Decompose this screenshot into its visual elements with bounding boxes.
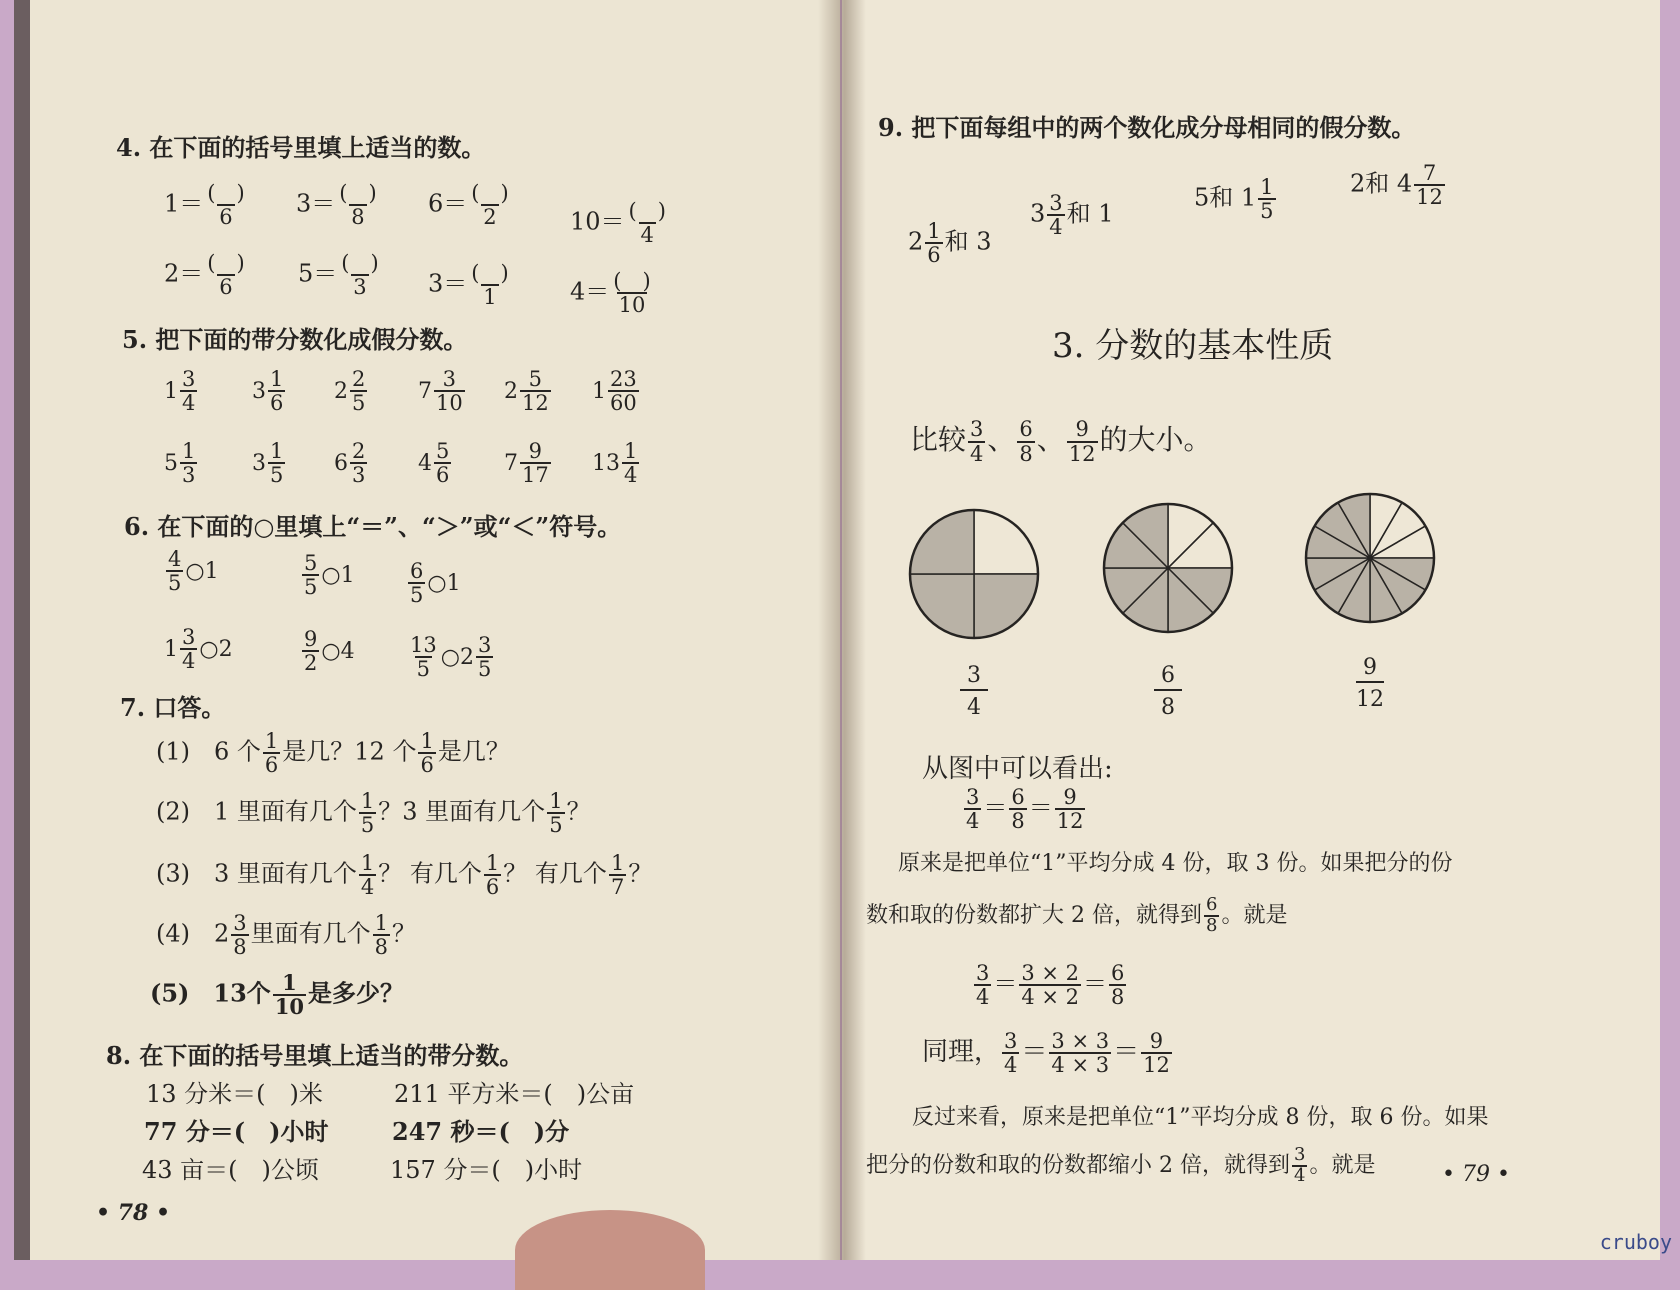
q8-row-2-b: 247 秒＝( )分 [392, 1117, 570, 1146]
q5-mixed-number: 5 $\frac{1}{3}$ [164, 439, 196, 488]
q4-item: 5＝ $\frac{( )}{3}$ [298, 251, 379, 300]
q6-comparison: $\frac{13}{5}$ ○ 2 $\frac{3}{5}$ [410, 633, 492, 682]
circle-label-numerator: 9 [1363, 655, 1377, 680]
q6-comparison: $\frac{4}{5}$ ○ 1 [168, 547, 219, 596]
tongli-line: 同理， $\frac{3}{4}$ ＝ $\frac{3 \times 3}{4 \times 3}$ ＝ $\frac{9}{12}$ [922, 1029, 1170, 1078]
question-number: 4. [116, 133, 142, 162]
page-edge [14, 0, 30, 1260]
q6-comparison: $\frac{5}{5}$ ○ 1 [304, 551, 355, 600]
left-page [14, 0, 840, 1260]
empty-sector [1168, 523, 1232, 568]
question-text: 在下面的括号里填上适当的数。 [149, 133, 486, 162]
q6-comparison: $\frac{9}{2}$ ○ 4 [304, 627, 355, 676]
q5-mixed-number: 2 $\frac{5}{12}$ [504, 367, 549, 416]
question-9-title: 9. 把下面每组中的两个数化成分母相同的假分数。 [878, 113, 1416, 142]
fraction-circles-diagram [842, 490, 1660, 720]
paragraph-2-line-1: 反过来看，原来是把单位“1”平均分成 8 份，取 6 份。如果 [912, 1105, 1489, 1130]
fraction-circle [910, 510, 1038, 720]
q9-group-3: 5和 1 $\frac{1}{5}$ [1194, 175, 1274, 224]
q4-item: 3＝ $\frac{( )}{8}$ [296, 181, 377, 230]
right-page [842, 0, 1660, 1260]
q4-item: 2＝ $\frac{( )}{6}$ [164, 251, 245, 300]
question-8-title: 8. 在下面的括号里填上适当的带分数。 [106, 1041, 524, 1070]
question-7-part-5: (5) 13个 $\frac{1}{10}$ 是多少？ [150, 970, 405, 1020]
circle-label-denominator: 4 [967, 695, 981, 720]
fraction-circle [1104, 504, 1232, 720]
q8-row-2-a: 77 分＝( )小时 [144, 1117, 329, 1146]
q5-mixed-number: 2 $\frac{2}{5}$ [334, 367, 366, 416]
question-7-part-1: (1) 6 个 $\frac{1}{6}$ 是几？12 个 $\frac{1}{6}$ 是几？ [156, 729, 510, 778]
q8-row-1-b: 211 平方米＝( )公亩 [394, 1080, 635, 1108]
equation-2: $\frac{3}{4}$ ＝ $\frac{3 \times 2}{4 \times 2}$ ＝ $\frac{6}{8}$ [976, 961, 1125, 1010]
page-number-right: • 79 • [1442, 1162, 1510, 1187]
q5-mixed-number: 6 $\frac{2}{3}$ [334, 439, 366, 488]
question-5-title: 5. 把下面的带分数化成假分数。 [122, 325, 468, 354]
q6-comparison: 1 $\frac{3}{4}$ ○ 2 [164, 625, 233, 674]
question-7-part-2: (2) 1 里面有几个 $\frac{1}{5}$ ？3 里面有几个 $\frac{1}{5}$ ？ [156, 789, 591, 838]
q4-item: 3＝ $\frac{( )}{1}$ [428, 261, 509, 310]
paragraph-1-line-2: 数和取的份数都扩大 2 倍，就得到 $\frac{6}{8}$ 。就是 [866, 894, 1288, 936]
q5-mixed-number: 13 $\frac{1}{4}$ [592, 439, 638, 488]
question-4-title [116, 128, 485, 163]
book-gutter [818, 0, 866, 1260]
q5-mixed-number: 1 $\frac{3}{4}$ [164, 367, 196, 416]
page-number-left: • 78 • [96, 1200, 171, 1226]
q5-mixed-number: 4 $\frac{5}{6}$ [418, 439, 450, 488]
section-title: 3. 分数的基本性质 [1052, 326, 1334, 366]
q8-row-3-a: 43 亩＝( )公顷 [142, 1156, 319, 1184]
q8-row-1-a: 13 分米＝( )米 [146, 1080, 323, 1108]
paragraph-1-line-1: 原来是把单位“1”平均分成 4 份，取 3 份。如果把分的份 [898, 851, 1453, 876]
q5-mixed-number: 3 $\frac{1}{6}$ [252, 367, 284, 416]
q5-mixed-number: 1 $\frac{23}{60}$ [592, 367, 637, 416]
q9-group-1: 2 $\frac{1}{6}$ 和 3 [908, 219, 992, 268]
q8-row-3-b: 157 分＝( )小时 [390, 1156, 583, 1184]
q5-mixed-number: 3 $\frac{1}{5}$ [252, 439, 284, 488]
q9-group-2: 3 $\frac{3}{4}$ 和 1 [1030, 191, 1114, 240]
thumb [515, 1210, 705, 1290]
q4-item: 10＝ $\frac{( )}{4}$ [570, 199, 666, 248]
fraction-circle [1306, 494, 1434, 712]
q5-mixed-number: 7 $\frac{9}{17}$ [504, 439, 549, 488]
observe-text: 从图中可以看出: [922, 754, 1113, 784]
circle-label-numerator: 6 [1161, 663, 1175, 688]
question-7-part-4: (4) 2 $\frac{3}{8}$ 里面有几个 $\frac{1}{8}$ ？ [156, 911, 417, 960]
question-7-part-3: (3) 3 里面有几个 $\frac{1}{4}$ ？ 有几个 $\frac{1}{6}$ ？ 有几个 $\frac{1}{7}$ ？ [156, 851, 653, 900]
circle-label-denominator: 8 [1161, 695, 1175, 720]
q4-item: 4＝ $\frac{( )}{10}$ [570, 269, 651, 318]
q5-mixed-number: 7 $\frac{3}{10}$ [418, 367, 463, 416]
watermark: cruboy [1599, 1230, 1672, 1254]
q6-comparison: $\frac{6}{5}$ ○ 1 [410, 559, 461, 608]
question-6-title: 6. 在下面的○里填上“＝”、“＞”或“＜”符号。 [124, 512, 622, 541]
circle-label-denominator: 12 [1356, 687, 1384, 712]
question-7-title: 7. 口答。 [120, 693, 226, 722]
paragraph-2-line-2: 把分的份数和取的份数都缩小 2 倍，就得到 $\frac{3}{4}$ 。就是 [866, 1144, 1376, 1186]
q4-item: 6＝ $\frac{( )}{2}$ [428, 181, 509, 230]
q9-group-4: 2和 4 $\frac{7}{12}$ [1350, 161, 1443, 210]
empty-sector [1168, 504, 1213, 568]
circle-label-numerator: 3 [967, 663, 981, 688]
q4-item: 1＝ $\frac{( )}{6}$ [164, 181, 245, 230]
compare-line: 比较 $\frac{3}{4}$ 、 $\frac{6}{8}$ 、 $\frac{9}{12}$ 的大小。 [910, 417, 1212, 466]
equation-1: $\frac{3}{4}$ ＝ $\frac{6}{8}$ ＝ $\frac{9}{12}$ [966, 785, 1084, 834]
